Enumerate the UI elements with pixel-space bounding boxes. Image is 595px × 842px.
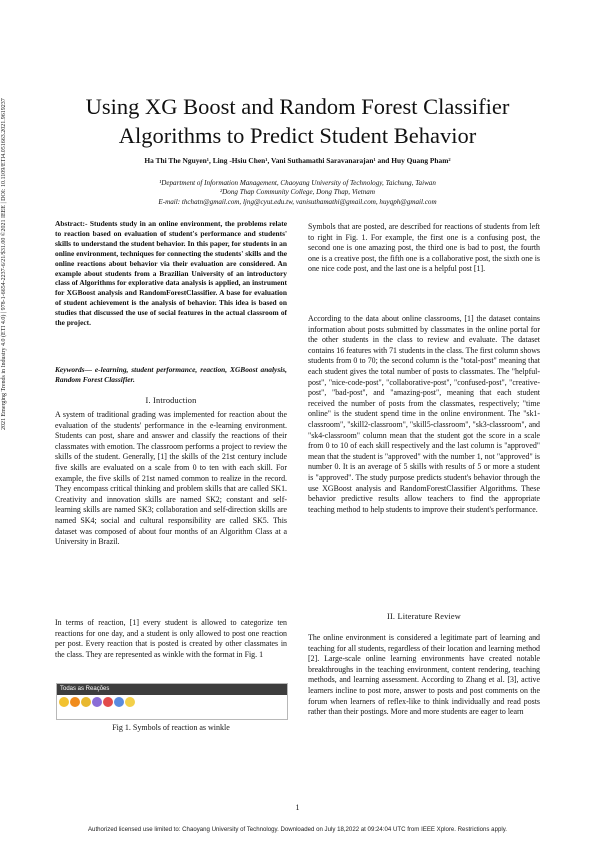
affiliation-2: ²Dong Thap Community College, Dong Thap, Vietnam — [220, 188, 375, 197]
intro-paragraph-1: A system of traditional grading was implemented for reaction about the evaluation of the students' performance in the e-learning environment. Students can post, share and answer and classify the reactions of their classmates with emotion. The classroom performs a project to review the skills of the student. Generally, [1] the skills of the 21st century include five skills are evaluated on a scale from 0 to ten with each skill. For example, the five skills of 21st named common to realize in the record. They encompass critical thinking and problem skills that are called SK1. Creativity and innovation skills are named SK2; constant and self-learning skills are named SK3; collaboration and self-direction skills are named SK4; social and cultural responsibility are called SK5. This dataset was composed of about four months of an Algorithm Class at a University in Brazil. — [55, 410, 287, 547]
abstract: Abstract:- Students study in an online environment, the problems relate to reaction based on evaluation of student's performance and students' skills to understand the student behavior. In this paper, for students in an online environment, techniques for connecting the students' skills and the online reactions about behavior via their evaluation are considered. An example about students from a Brazilian University of an introductory class of Algorithms for explorative data analysis is applied, an instrument for XGBoost analysis and RandomForestClassifier. A base for evaluation of student achievement is the analysis of behavior. This idea is based on studies that discussed the use of social features in the actual classroom of the project. — [55, 219, 287, 328]
page-number: 1 — [295, 803, 300, 812]
reaction-emoji-icon — [70, 697, 80, 707]
title-line-1: Using XG Boost and Random Forest Classifier — [85, 94, 510, 119]
reaction-emoji-row — [59, 697, 135, 707]
literature-paragraph-1: The online environment is considered a legitimate part of learning and teaching for all students, regardless of their location and learning method [2]. Large-scale online learning environments have created notable breakthroughs in the teaching environment, content rendering, teaching methods, and learning assessment. According to Zhang et al. [3], active learners incline to post more, answer to posts and post comments on the forum when learners of reflex-like to think individually and read posts rather than their postings. More and more students are eager to learn — [308, 633, 540, 717]
keywords: Keywords— e-learning, student performance, reaction, XGBoost analysis, Random Forest Classifier. — [55, 365, 287, 384]
reaction-emoji-icon — [92, 697, 102, 707]
reaction-emoji-icon — [59, 697, 69, 707]
intro-paragraph-2: In terms of reaction, [1] every student is allowed to categorize ten reactions for one day, and a student is only allowed to post one reaction per post. Every reaction that is posted is created by other classmates in the class. They are represented as winkle with the format in Fig. 1 — [55, 618, 287, 659]
title-line-2: Algorithms to Predict Student Behavior — [118, 123, 477, 148]
reaction-emoji-icon — [103, 697, 113, 707]
license-footer: Authorized licensed use limited to: Chaoyang University of Technology. Downloaded on July 18,2022 at 09:24:04 UTC from IEEE Xplore. Restrictions apply. — [87, 826, 507, 833]
right-paragraph-1: Symbols that are posted, are described for reactions of students from left to right in Fig. 1. For example, the first one is a confusing post, the second one is one amazing post, the third one is bad to post, the fourth one is a creative post, the fifth one is a collaborative post, the sixth one is one nice code post, and the last one is a helpful post [1]. — [308, 222, 540, 274]
reaction-emoji-icon — [114, 697, 124, 707]
paper-title — [40, 92, 555, 150]
right-paragraph-2: According to the data about online classrooms, [1] the dataset contains information about posts submitted by classmates in the online portal for the other students in the class to review and evaluate. The dataset contains 16 features with 71 students in the class. The first column shows students from 0 to 70; the second column is the "total-post" meaning that each student gives the total number of posts to classmates. The "helpful-post", "nice-code-post", "collaborative-post", "confused-post", "creative-post", "bad-post", and "amazing-post", meaning that each student received the number of posts from the classmates, respectively; "time online" is the student spend time in the online environment. The "sk1-classroom", "skill2-classroom", "skill5-classroom", "sk3-classroom", and "sk4-classroom" column mean that the student got the score in a scale from 0 to 10 of each skill respectively and the last column is "approved" mean that the student is "approved" with the number 1, not "approved" is number 0. It is an average of 5 skills with results of 5 or more a student is "approved". The study purpose predicts student's behavior through the use XGBoost analysis and RandomForestClassifier Algorithms. These behavior predictive results allow teachers to find the appropriate teaching method to help students to improve their student's performance. — [308, 314, 540, 514]
authors: Ha Thi The Nguyen¹, Ling -Hsiu Chen¹, Vani Suthamathi Saravanarajan¹ and Huy Quang Pham² — [144, 156, 451, 165]
affiliations — [40, 179, 555, 207]
figure-caption: Fig 1. Symbols of reaction as winkle — [112, 723, 230, 732]
emails: E-mail: thchatn@gmail.com, ljng@cyut.edu.tw, vanisuthamathi@gmail.com, huyqph@gmail.com — [158, 197, 437, 206]
section-heading-introduction: I. Introduction — [145, 396, 197, 405]
reaction-emoji-icon — [125, 697, 135, 707]
section-heading-literature-review: II. Literature Review — [387, 612, 461, 621]
figure-reactions-bar: Todas as Reações — [57, 684, 287, 695]
reaction-emoji-icon — [81, 697, 91, 707]
affiliation-1: ¹Department of Information Management, Chaoyang University of Technology, Taichung, Taiwan — [159, 179, 436, 187]
doi-sidebar: 2021 Emerging Trends in Industry 4.0 (ETI 4.0) | 978-1-6654-2237-6/21/$31.00 ©2021 IEEE | DOI: 10.1109/ETI4.051663.2021.9619237 — [1, 98, 7, 430]
figure-reactions — [56, 683, 288, 720]
